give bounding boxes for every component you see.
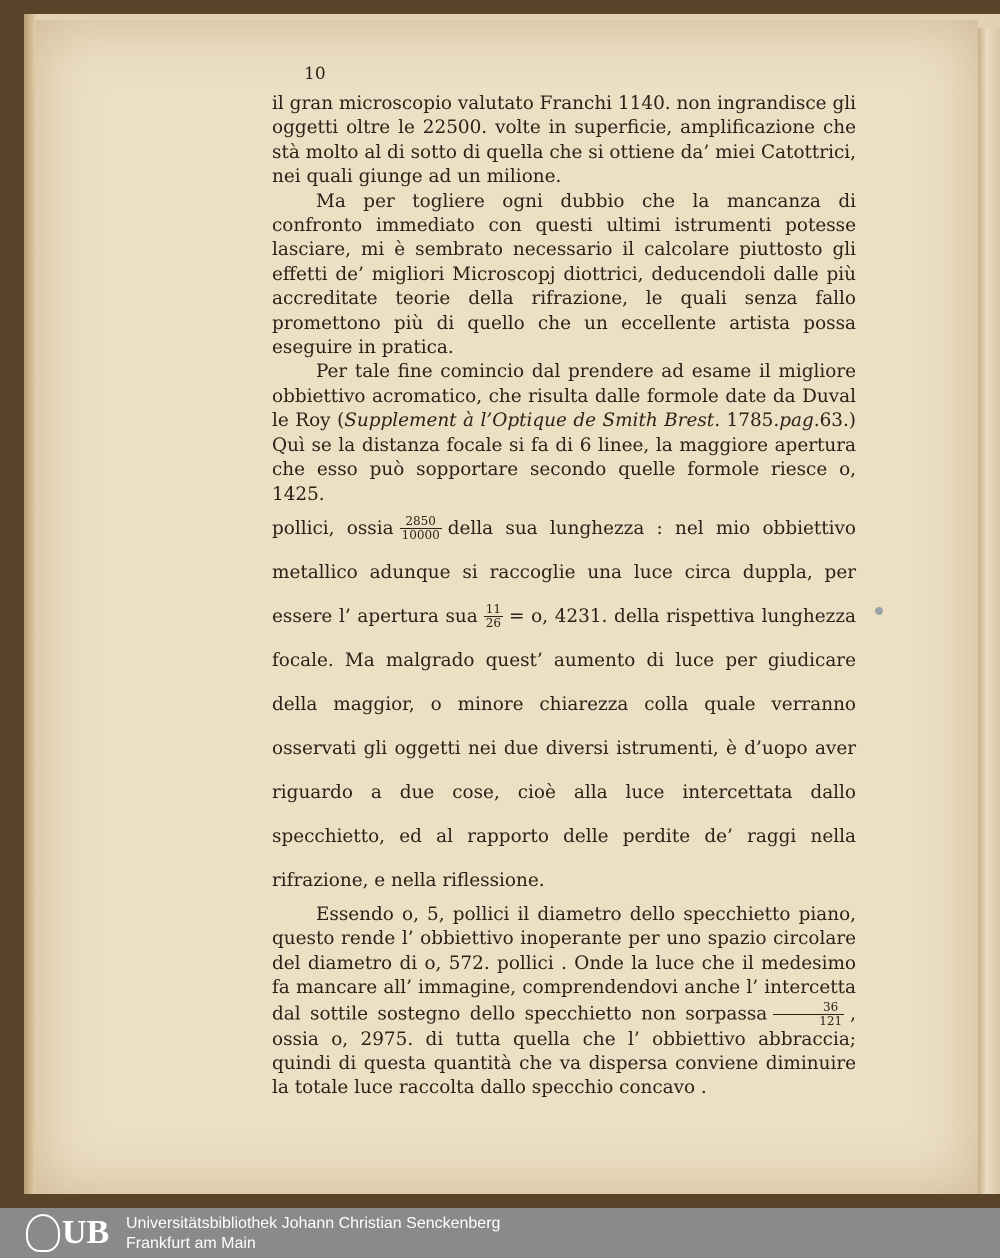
- paragraph-2: Ma per togliere ogni dubbio che la mancanza di confronto immediato con questi ultimi istrumenti potesse lasciare, mi è sembrato necessario il calcolare piuttosto gli effetti de’ migliori Microscopj diottrici, deducendoli dalle più accreditate teorie della rifrazione, le quali senza fallo promettono più di quello che un eccellente artista possa eseguire in pratica.: [272, 190, 856, 359]
- p3-text-d: pollici, ossia: [272, 517, 394, 539]
- fraction-11-26: $\frac{11}{26}$: [485, 602, 502, 631]
- paragraph-3: [272, 360, 856, 506]
- p4-text-a: Essendo o, 5, pollici il diametro dello specchietto piano, questo rende l’ obbiettivo inoperante per uno spazio circolare del diametro di o, 572. pollici . Onde la luce che il medesimo fa mancare all’ immagine, comprendendovi anche l’ intercetta dal sottile sostegno dello specchietto non sorpassa: [272, 903, 856, 1025]
- library-name[interactable]: [126, 1214, 500, 1254]
- paragraph-3-cont: [272, 507, 856, 903]
- page-text: [272, 92, 856, 1101]
- p3-text-c: .63.) Quì se la distanza focale si fa di 6 linee, la maggiore apertura che esso può sopportare secondo quelle formole riesce o, 1425.: [272, 410, 856, 505]
- page-mark: [875, 607, 883, 615]
- fraction-2850-10000: $\frac{2850}{10000}$: [401, 514, 440, 543]
- p3-text-a: Per tale fine comincio dal prendere ad esame il migliore obbiettivo acromatico, che risulta dalle formole date da Duval le Roy (: [272, 361, 856, 432]
- p3-text-b: . 1785.: [714, 410, 780, 432]
- library-seal-icon[interactable]: [26, 1214, 60, 1252]
- p3-citation-title: Supplement à l’Optique de Smith Brest: [344, 410, 715, 432]
- paragraph-4: [272, 903, 856, 1101]
- p3-text-f: = o, 4231. della rispettiva lunghezza focale. Ma malgrado quest’ aumento di luce per giudicare della maggior, o minore chiarezza colla quale verranno osservati gli oggetti nei due diversi istrumenti, è d’uopo aver riguardo a due cose, cioè alla luce intercettata dallo specchietto, ed al rapporto delle perdite de’ raggi nella rifrazione, e nella riflessione.: [272, 605, 856, 891]
- ub-logo[interactable]: UB: [62, 1214, 110, 1251]
- library-name-line2: Frankfurt am Main: [126, 1235, 256, 1252]
- paragraph-1: il gran microscopio valutato Franchi 1140. non ingrandisce gli oggetti oltre le 22500. volte in superficie, amplificazione che stà molto al di sotto di quella che si ottiene da’ miei Catottrici, nei quali giunge ad un milione.: [272, 93, 856, 188]
- page-gutter: [24, 14, 36, 1194]
- library-name-line1: Universitätsbibliothek Johann Christian Senckenberg: [126, 1215, 501, 1232]
- page-number: 10: [304, 64, 326, 84]
- fraction-36-121: $\frac{36}{121}$: [773, 1001, 844, 1028]
- page-edge: [978, 28, 1000, 1194]
- p4-text-b: , ossia o, 2975. di tutta quella che l’ obbiettivo abbraccia; quindi di questa quantità che va dispersa conviene diminuire la totale luce raccolta dallo specchio concavo .: [272, 1003, 856, 1099]
- p3-citation-pag: pag: [779, 410, 814, 432]
- p3-text-e: della sua lunghezza : nel mio obbiettivo metallico adunque si raccoglie una luce circa duppla, per essere l’ apertura sua: [272, 517, 856, 627]
